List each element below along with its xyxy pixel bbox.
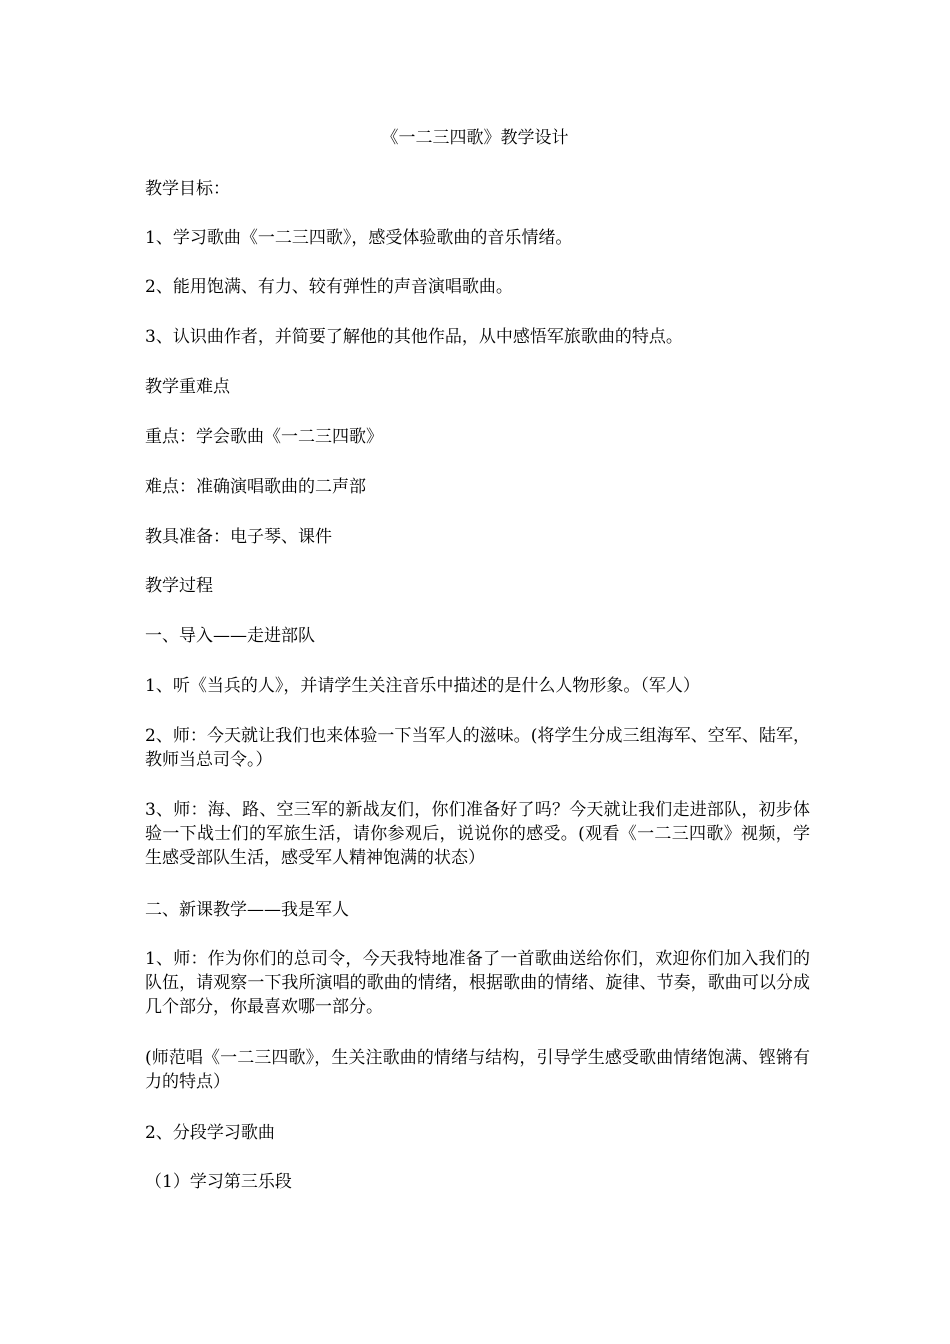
paragraph-difficult-point: 难点：准确演唱歌曲的二声部 bbox=[145, 477, 366, 497]
paragraph-section-1-step-3: 3、师：海、路、空三军的新战友们，你们准备好了吗？今天就让我们走进部队，初步体验一下战士们的军旅生活，请你参观后，说说你的感受。(观看《一二三四歌》视频，学生感受部队生活，感受军人精神饱满的状态） bbox=[145, 800, 810, 868]
document-title: 《一二三四歌》教学设计 bbox=[381, 128, 569, 148]
paragraph-process-heading: 教学过程 bbox=[145, 576, 213, 596]
paragraph-section-2-step-1: 1、师：作为你们的总司令，今天我特地准备了一首歌曲送给你们，欢迎你们加入我们的队伍，请观察一下我所演唱的歌曲的情绪，根据歌曲的情绪、旋律、节奏，歌曲可以分成几个部分，你最喜欢哪一部分。 bbox=[145, 949, 810, 1017]
paragraph-section-2-note: (师范唱《一二三四歌》，生关注歌曲的情绪与结构，引导学生感受歌曲情绪饱满、铿锵有力的特点） bbox=[145, 1048, 810, 1092]
paragraph-goal-3: 3、认识曲作者，并简要了解他的其他作品，从中感悟军旅歌曲的特点。 bbox=[145, 327, 683, 347]
paragraph-key-point: 重点：学会歌曲《一二三四歌》 bbox=[145, 427, 383, 447]
paragraph-goal-2: 2、能用饱满、有力、较有弹性的声音演唱歌曲。 bbox=[145, 277, 513, 297]
paragraph-section-2-substep-1: （1）学习第三乐段 bbox=[145, 1172, 292, 1192]
paragraph-teaching-aids: 教具准备：电子琴、课件 bbox=[145, 527, 332, 547]
paragraph-section-2-heading: 二、新课教学——我是军人 bbox=[145, 900, 349, 920]
paragraph-section-1-heading: 一、导入——走进部队 bbox=[145, 626, 315, 646]
paragraph-section-1-step-2: 2、师：今天就让我们也来体验一下当军人的滋味。(将学生分成三组海军、空军、陆军，教师当总司令。） bbox=[145, 726, 810, 770]
paragraph-goal-1: 1、学习歌曲《一二三四歌》，感受体验歌曲的音乐情绪。 bbox=[145, 228, 573, 248]
paragraph-teaching-goals-heading: 教学目标： bbox=[145, 179, 230, 199]
paragraph-key-points-heading: 教学重难点 bbox=[145, 377, 230, 397]
paragraph-section-2-step-2: 2、分段学习歌曲 bbox=[145, 1123, 275, 1143]
paragraph-section-1-step-1: 1、听《当兵的人》，并请学生关注音乐中描述的是什么人物形象。（军人） bbox=[145, 676, 700, 696]
